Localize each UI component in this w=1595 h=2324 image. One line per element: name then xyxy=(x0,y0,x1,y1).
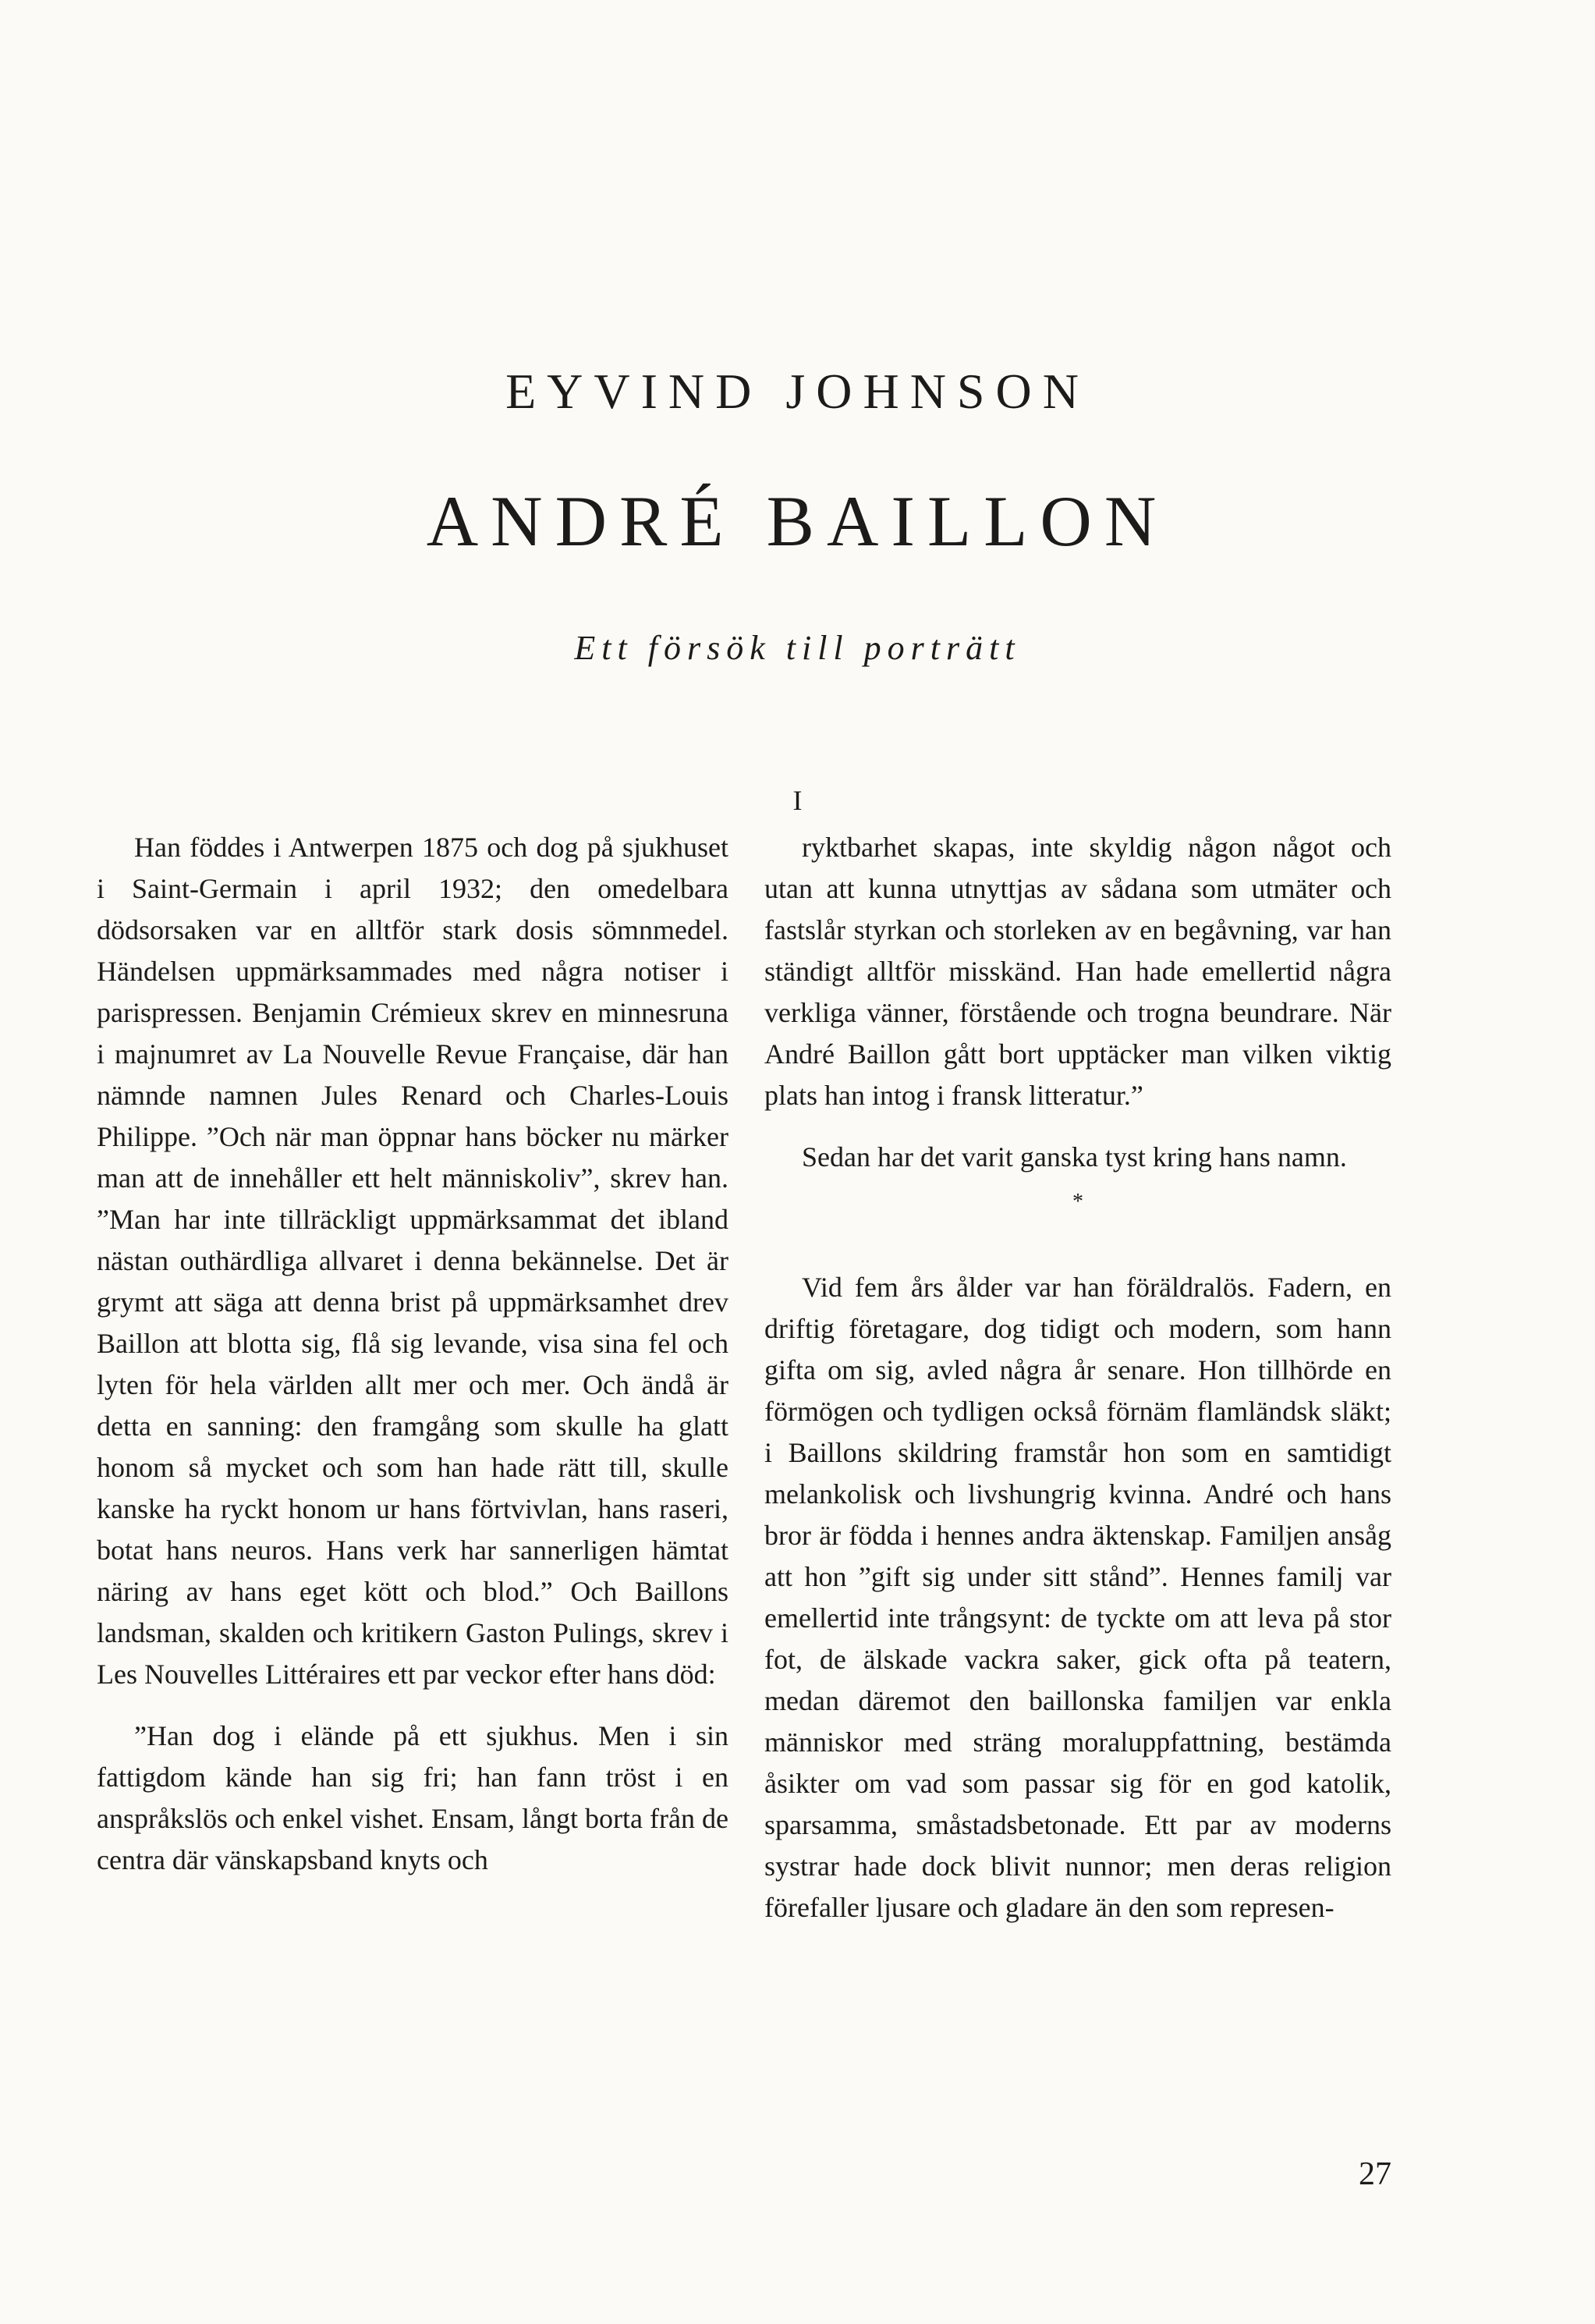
body-paragraph: Han föddes i Antwerpen 1875 och dog på sjukhuset i Saint-Germain i april 1932; den omedelbara dödsorsaken var en alltför stark dosis sömnmedel. Händelsen uppmärksammades med några notiser i parispressen. Benjamin Crémieux skrev en minnesruna i majnumret av La Nouvelle Revue Française, där han nämnde namnen Jules Renard och Charles-Louis Philippe. ”Och när man öppnar hans böcker nu märker man att de innehåller ett helt människoliv”, skrev han. ”Man har inte tillräckligt uppmärksammat det ibland nästan outhärdliga allvaret i denna bekännelse. Det är grymt att säga att denna brist på uppmärksamhet drev Baillon att blotta sig, flå sig levande, visa sina fel och lyten för hela världen allt mer och mer. Och ändå är detta en sanning: den framgång som skulle ha glatt honom så mycket och som han hade rätt till, skulle kanske ha ryckt honom ur hans förtvivlan, hans raseri, botat hans neuros. Hans verk har sannerligen hämtat näring av hans eget kött och blod.” Och Baillons landsman, skalden och kritikern Gaston Pulings, skrev i Les Nouvelles Littéraires ett par veckor efter hans död: xyxy=(97,832,728,1690)
quote-paragraph: ”Han dog i elände på ett sjukhus. Men i sin fattigdom kände han sig fri; han fann tröst i en anspråkslös och enkel vishet. Ensam, långt borta från de centra där vänskapsband knyts och xyxy=(97,1720,728,1875)
body-paragraph: ryktbarhet skapas, inte skyldig någon något och utan att kunna utnyttjas av sådana som utmäter och fastslår styrkan och storleken av en begåvning, var han ständigt alltför misskänd. Han hade emellertid några verkliga vänner, förstående och trogna beundrare. När André Baillon gått bort upptäcker man vilken viktig plats han intog i fransk litteratur.” xyxy=(764,832,1391,1111)
page-number: 27 xyxy=(1359,2156,1391,2192)
left-column xyxy=(97,827,728,1881)
article-subtitle: Ett försök till porträtt xyxy=(574,629,1021,667)
author-name: EYVIND JOHNSON xyxy=(505,364,1090,419)
right-column xyxy=(764,827,1391,1928)
body-paragraph: Sedan har det varit ganska tyst kring hans namn. xyxy=(802,1141,1347,1173)
section-separator: * xyxy=(1072,1190,1083,1214)
article-title: ANDRÉ BAILLON xyxy=(426,481,1169,561)
section-number: I xyxy=(792,785,803,816)
body-paragraph: Vid fem års ålder var han föräldralös. Fadern, en driftig företagare, dog tidigt och modern, som hann gifta om sig, avled några år senare. Hon tillhörde en förmögen och tydligen också förnäm flamländsk släkt; i Baillons skildring framstår hon som en samtidigt melankolisk och livshungrig kvinna. André och hans bror är födda i hennes andra äktenskap. Familjen ansåg att hon ”gift sig under sitt stånd”. Hennes familj var emellertid inte trångsynt: de tyckte om att leva på stor fot, de älskade vackra saker, gick ofta på teatern, medan däremot den baillonska familjen var enkla människor med sträng moraluppfattning, bestämda åsikter om vad som passar sig för en god katolik, sparsamma, småstadsbetonade. Ett par av moderns systrar hade dock blivit nunnor; men deras religion förefaller ljusare och gladare än den som represen- xyxy=(764,1272,1391,1923)
